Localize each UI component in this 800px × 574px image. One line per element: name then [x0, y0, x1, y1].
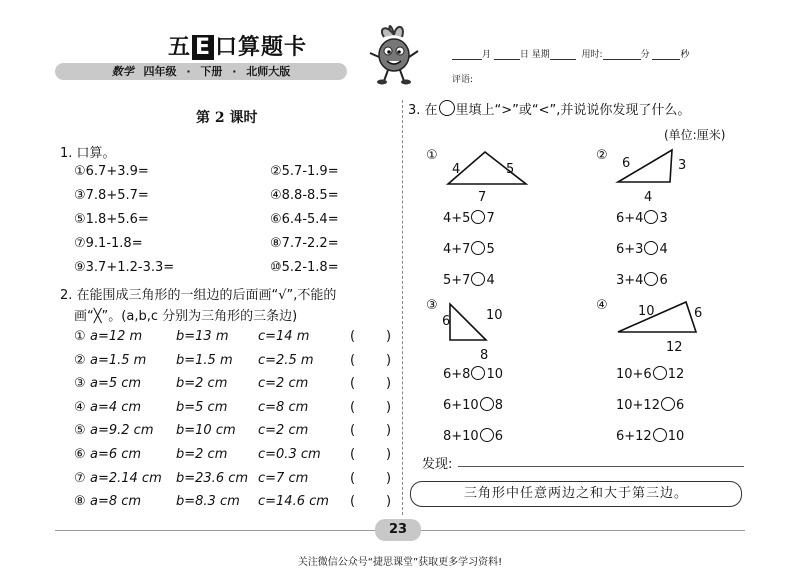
inequality-right: 6: [494, 429, 503, 444]
item-marker: ⑥: [270, 212, 282, 227]
answer-blank[interactable]: [358, 400, 384, 416]
item-marker: ③: [74, 188, 86, 203]
day-field[interactable]: [494, 49, 520, 60]
inequality-right: 7: [486, 211, 495, 226]
day-label: 日: [519, 50, 529, 60]
expression: 9.1-1.8=: [85, 236, 143, 251]
answer-paren-open: (: [350, 470, 356, 486]
inequality-left: 5+7: [443, 273, 471, 288]
triangle-marker: ④: [596, 298, 608, 313]
comment-label: 评语:: [452, 75, 474, 85]
side-length-label: 6: [694, 306, 703, 321]
side-c: c=2 cm: [258, 423, 309, 439]
answer-blank[interactable]: [358, 423, 384, 439]
item-marker: ④: [74, 399, 86, 415]
side-length-label: 10: [486, 308, 503, 323]
inequality-left: 6+8: [443, 367, 471, 382]
inequality-right: 6: [675, 398, 685, 413]
side-b: b=2 cm: [176, 447, 228, 462]
side-b: b=8.3 cm: [176, 494, 240, 510]
seconds-label: 秒: [680, 50, 690, 60]
inequality-row: [616, 241, 668, 257]
side-c: c=7 cm: [258, 470, 309, 486]
answer-circle[interactable]: [480, 428, 494, 442]
inequality-right: 12: [667, 367, 685, 382]
answer-circle[interactable]: [480, 397, 494, 411]
inequality-row: [616, 366, 684, 382]
date-time-row: [452, 47, 689, 60]
item-marker: ②: [270, 164, 282, 179]
side-length-label: 6: [442, 314, 451, 329]
side-b: b=1.5 m: [176, 352, 233, 368]
inequality-row: [443, 397, 503, 413]
side-length-label: 3: [678, 158, 687, 173]
triangle-marker: ②: [596, 148, 608, 163]
brand-prefix: 五: [168, 35, 192, 60]
weekday-label: 星期: [531, 50, 550, 60]
inequality-row: [616, 397, 684, 413]
expression: 7.7-2.2=: [281, 236, 339, 251]
unit-label: (单位:厘米): [664, 128, 726, 142]
inequality-left: 6+4: [616, 211, 644, 226]
subject: 数学: [111, 65, 134, 78]
expression: 6.4-5.4=: [281, 212, 339, 227]
side-c: c=14 m: [258, 329, 310, 344]
expression: 8.8-8.5=: [281, 188, 339, 203]
inequality-right: 4: [659, 242, 668, 257]
side-a: a=2.14 cm: [90, 470, 162, 486]
answer-paren-open: (: [350, 399, 356, 415]
inequality-right: 8: [494, 398, 503, 413]
answer-blank[interactable]: [358, 471, 384, 487]
expression: 5.2-1.8=: [281, 260, 339, 275]
q3-title: [408, 99, 690, 118]
side-a: a=5 cm: [90, 376, 142, 392]
item-marker: ⑦: [74, 470, 86, 486]
brand-title: [168, 30, 307, 61]
side-b: b=5 cm: [176, 399, 228, 415]
side-a: a=9.2 cm: [90, 423, 154, 439]
answer-circle[interactable]: [471, 210, 485, 224]
q3-title-post: 里填上“>”或“<”,并说说你发现了什么。: [455, 103, 691, 118]
discover-label: 发现:: [422, 457, 453, 472]
side-c: c=8 cm: [258, 399, 309, 415]
q2-line2: 画“╳”。(a,b,c 分别为三角形的三条边): [74, 309, 298, 324]
item-marker: ⑨: [74, 260, 86, 275]
answer-paren-close: ): [386, 376, 392, 392]
inequality-row: [443, 428, 503, 444]
side-length-label: 12: [666, 340, 683, 355]
inequality-row: [443, 272, 495, 288]
answer-paren-open: (: [350, 447, 356, 462]
answer-circle[interactable]: [653, 366, 667, 380]
q1-item: [74, 236, 143, 251]
inequality-left: 10+12: [616, 398, 660, 413]
inequality-row: [443, 241, 495, 257]
answer-blank[interactable]: [358, 447, 384, 463]
footer-note: 关注微信公众号“捷思课堂”获取更多学习资料!: [297, 557, 503, 568]
q1-item: [270, 236, 339, 251]
inequality-row: [616, 272, 668, 288]
inequality-right: 4: [486, 273, 495, 288]
triangle-figure: [614, 298, 714, 355]
grade: 四年级: [143, 65, 177, 78]
answer-paren-close: ): [386, 423, 392, 439]
answer-blank[interactable]: [358, 329, 384, 345]
q1-item: [74, 164, 149, 179]
expression: 6.7+3.9=: [85, 164, 149, 179]
item-marker: ①: [74, 164, 86, 179]
triangle-svg: [612, 146, 712, 196]
seconds-field[interactable]: [652, 49, 680, 60]
q1-item: [74, 188, 149, 203]
inequality-right: 6: [659, 273, 668, 288]
answer-circle[interactable]: [471, 272, 485, 286]
conclusion-box: 三角形中任意两边之和大于第三边。: [410, 481, 742, 507]
item-marker: ③: [74, 376, 86, 392]
inequality-right: 10: [486, 367, 503, 382]
inequality-left: 10+6: [616, 367, 652, 382]
side-length-label: 7: [478, 190, 487, 205]
month-field[interactable]: [452, 49, 482, 60]
side-a: a=4 cm: [90, 399, 142, 415]
minutes-field[interactable]: [603, 49, 641, 60]
item-marker: ①: [74, 329, 86, 344]
side-length-label: 5: [506, 162, 515, 177]
side-length-label: 4: [452, 162, 461, 177]
item-marker: ⑤: [74, 212, 86, 227]
inequality-left: 6+3: [616, 242, 644, 257]
side-b: b=13 m: [176, 329, 229, 344]
q1-item: [270, 188, 339, 203]
answer-paren-open: (: [350, 423, 356, 439]
expression: 7.8+5.7=: [85, 188, 149, 203]
inequality-right: 3: [659, 211, 668, 226]
triangle-figure: [612, 146, 712, 205]
item-marker: ④: [270, 188, 282, 203]
item-marker: ⑧: [74, 494, 86, 510]
brand-letter: E: [192, 35, 214, 60]
item-marker: ⑩: [270, 260, 282, 275]
answer-paren-close: ): [386, 399, 392, 415]
q1-item: [270, 260, 339, 275]
answer-circle[interactable]: [653, 428, 667, 442]
triangle-figure: [440, 150, 540, 205]
answer-paren-close: ): [386, 329, 392, 344]
q1-item: [270, 164, 339, 179]
answer-circle[interactable]: [661, 397, 675, 411]
answer-circle[interactable]: [644, 272, 658, 286]
inequality-row: [443, 366, 503, 382]
side-b: b=2 cm: [176, 376, 228, 392]
item-marker: ⑥: [74, 447, 86, 462]
triangle-outline: [618, 302, 696, 332]
answer-paren-close: ): [386, 494, 392, 510]
inequality-right: 5: [486, 242, 495, 257]
side-length-label: 6: [622, 156, 631, 171]
answer-blank[interactable]: [358, 494, 384, 510]
item-marker: ⑤: [74, 423, 86, 439]
answer-paren-close: ): [386, 447, 392, 462]
radish-mascot-icon: [366, 23, 422, 85]
weekday-field[interactable]: [550, 49, 576, 60]
time-label: 用时:: [581, 50, 603, 60]
answer-paren-open: (: [350, 494, 356, 510]
separator: ·: [186, 65, 191, 78]
inequality-left: 6+10: [443, 398, 479, 413]
edition: 北师大版: [246, 65, 291, 78]
inequality-left: 4+7: [443, 242, 471, 257]
inequality-row: [616, 210, 668, 226]
blank-circle-icon: [439, 100, 455, 116]
answer-paren-open: (: [350, 329, 356, 344]
separator: ·: [232, 65, 237, 78]
triangle-outline: [450, 304, 486, 340]
month-label: 月: [482, 50, 492, 60]
answer-paren-close: ): [386, 352, 392, 368]
answer-circle[interactable]: [644, 210, 658, 224]
lesson-title: 第 2 课时: [196, 110, 258, 126]
inequality-row: [616, 428, 684, 444]
comment-row: [452, 72, 473, 85]
side-a: a=12 m: [90, 329, 143, 344]
answer-circle[interactable]: [471, 241, 485, 255]
item-marker: ②: [74, 352, 86, 368]
side-a: a=6 cm: [90, 447, 142, 462]
side-c: c=0.3 cm: [258, 447, 321, 462]
item-marker: ⑧: [270, 236, 282, 251]
volume: 下册: [200, 65, 223, 78]
q2-line1: 2. 在能围成三角形的一组边的后面画“√”,不能的: [60, 288, 337, 303]
side-c: c=2.5 m: [258, 352, 314, 368]
side-length-label: 8: [480, 348, 489, 363]
triangle-marker: ①: [426, 148, 438, 163]
side-length-label: 10: [638, 304, 655, 319]
expression: 1.8+5.6=: [85, 212, 149, 227]
page-number: 23: [375, 519, 421, 541]
expression: 5.7-1.9=: [281, 164, 339, 179]
inequality-left: 4+5: [443, 211, 471, 226]
inequality-left: 8+10: [443, 429, 479, 444]
side-c: c=14.6 cm: [258, 494, 329, 510]
discover-answer-line[interactable]: [458, 466, 744, 467]
item-marker: ⑦: [74, 236, 86, 251]
inequality-left: 6+12: [616, 429, 652, 444]
answer-blank[interactable]: [358, 353, 384, 369]
side-b: b=10 cm: [176, 423, 236, 439]
minutes-label: 分: [640, 50, 650, 60]
column-divider: [402, 100, 403, 515]
subject-bar: [55, 63, 347, 80]
answer-paren-close: ): [386, 470, 392, 486]
inequality-row: [443, 210, 495, 226]
side-a: a=8 cm: [90, 494, 142, 510]
side-length-label: 4: [644, 190, 653, 205]
brand-suffix: 口算题卡: [215, 35, 308, 60]
inequality-left: 3+4: [616, 273, 644, 288]
inequality-right: 10: [667, 429, 685, 444]
q1-title: 1. 口算。: [60, 146, 116, 161]
answer-paren-open: (: [350, 376, 356, 392]
expression: 3.7+1.2-3.3=: [85, 260, 175, 275]
side-c: c=2 cm: [258, 376, 309, 392]
answer-circle[interactable]: [644, 241, 658, 255]
triangle-marker: ③: [426, 298, 438, 313]
answer-paren-open: (: [350, 352, 356, 368]
q3-title-pre: 3. 在: [408, 103, 438, 118]
q1-item: [74, 212, 149, 227]
answer-blank[interactable]: [358, 376, 384, 392]
side-a: a=1.5 m: [90, 352, 147, 368]
side-b: b=23.6 cm: [176, 470, 249, 486]
q1-item: [74, 260, 174, 275]
triangle-figure: [440, 300, 540, 363]
answer-circle[interactable]: [471, 366, 485, 380]
q1-item: [270, 212, 339, 227]
